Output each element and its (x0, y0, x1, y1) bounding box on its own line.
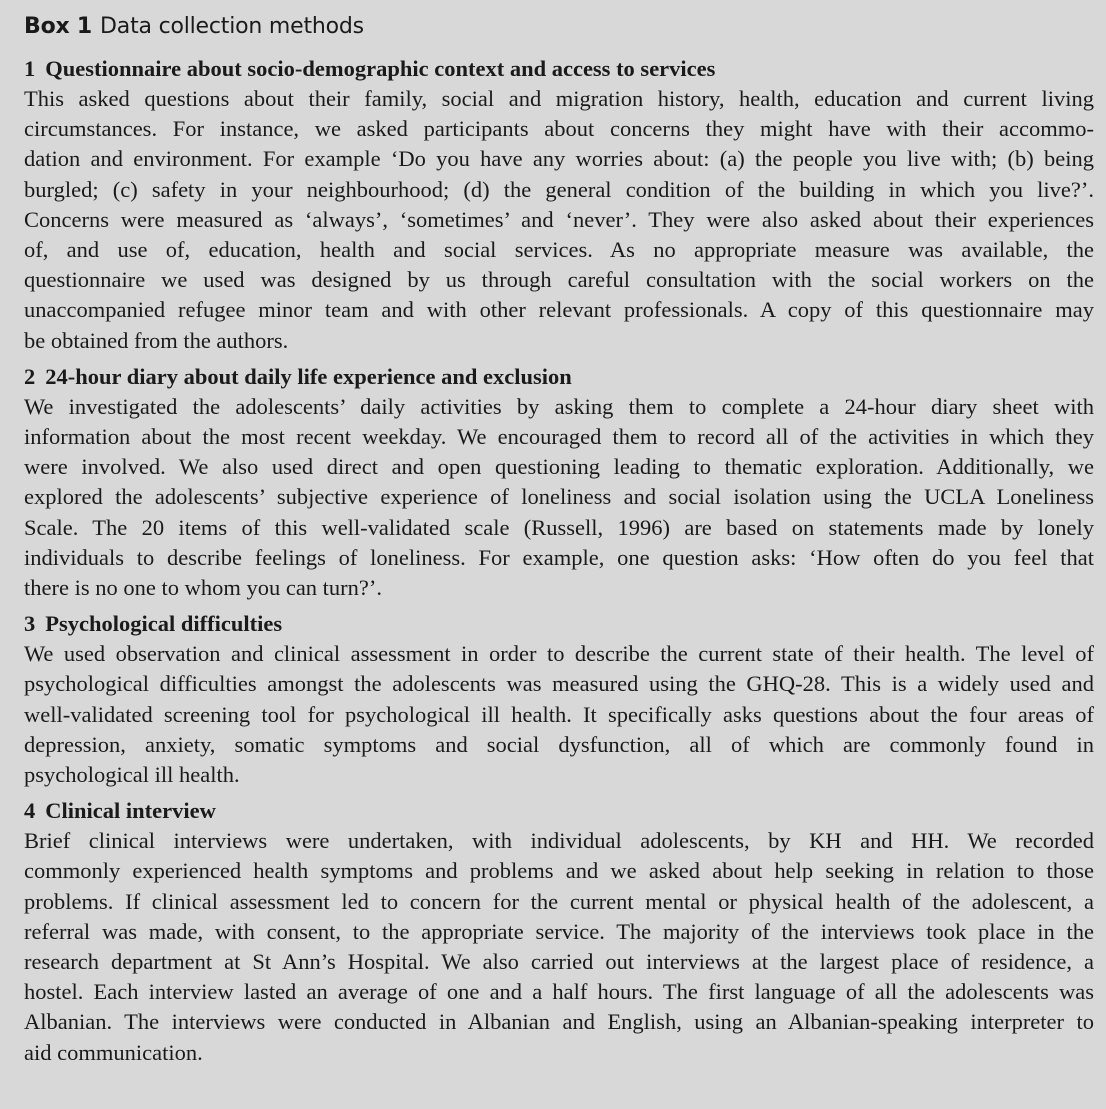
text-line: individuals to describe feelings of loneliness. For example, one question asks: ‘How often do you feel that (24, 544, 1094, 570)
text-line: research department at St Ann’s Hospital. We also carried out interviews at the largest place of residence, a (24, 949, 1094, 975)
text-line: Scale. The 20 items of this well-validated scale (Russell, 1996) are based on statements made by lonely (24, 514, 1094, 540)
text-line: problems. If clinical assessment led to concern for the current mental or physical health of the adolescent, a (24, 888, 1094, 914)
box-label: Box 1 (24, 14, 93, 39)
text-line: We used observation and clinical assessment in order to describe the current state of their health. The level of (24, 641, 1094, 667)
text-line: information about the most recent weekday. We encouraged them to record all of the activities in which they (24, 424, 1094, 450)
section-body (24, 826, 1094, 1068)
text-line: be obtained from the authors. (24, 327, 289, 353)
text-line: commonly experienced health symptoms and problems and we asked about help seeking in relation to those (24, 858, 1094, 884)
text-line: well-validated screening tool for psychological ill health. It specifically asks questions about the four areas of (24, 701, 1094, 727)
section-number: 3 (24, 611, 36, 637)
text-line: psychological ill health. (24, 762, 240, 788)
section-diary (24, 362, 1094, 603)
text-line: depression, anxiety, somatic symptoms and social dysfunction, all of which are commonly found in (24, 731, 1094, 757)
text-line: explored the adolescents’ subjective experience of loneliness and social isolation using the UCLA Loneliness (24, 484, 1094, 510)
section-heading (24, 796, 1094, 826)
section-body (24, 84, 1094, 356)
section-title: Psychological difficulties (45, 611, 283, 637)
text-line: were involved. We also used direct and open questioning leading to thematic exploration. Additionally, we (24, 454, 1094, 480)
text-line: unaccompanied refugee minor team and with other relevant professionals. A copy of this questionnaire may (24, 297, 1094, 323)
text-line: hostel. Each interview lasted an average of one and a half hours. The first language of all the adolescents was (24, 979, 1094, 1005)
section-title: Clinical interview (45, 798, 216, 824)
text-line: of, and use of, education, health and social services. As no appropriate measure was available, the (24, 237, 1094, 263)
text-line: We investigated the adolescents’ daily activities by asking them to complete a 24-hour diary sheet with (24, 393, 1094, 419)
section-heading (24, 362, 1094, 392)
section-questionnaire (24, 54, 1094, 356)
text-line: Brief clinical interviews were undertaken, with individual adolescents, by KH and HH. We recorded (24, 828, 1094, 854)
section-title: 24-hour diary about daily life experience and exclusion (45, 363, 572, 389)
box-title (24, 10, 1094, 44)
section-body (24, 392, 1094, 603)
section-number: 1 (24, 56, 36, 81)
section-heading (24, 609, 1094, 639)
text-line: burgled; (c) safety in your neighbourhood; (d) the general condition of the building in which you live?’. (24, 176, 1094, 202)
section-number: 4 (24, 798, 36, 824)
text-line: referral was made, with consent, to the appropriate service. The majority of the interviews took place in the (24, 918, 1094, 944)
box-title-text: Data collection methods (100, 14, 364, 39)
section-heading (24, 54, 1094, 84)
text-line: Concerns were measured as ‘always’, ‘sometimes’ and ‘never’. They were also asked about their experiences (24, 206, 1094, 232)
text-line: questionnaire we used was designed by us through careful consultation with the social workers on the (24, 267, 1094, 293)
section-clinical-interview (24, 796, 1094, 1068)
section-body (24, 639, 1094, 790)
text-line: This asked questions about their family, social and migration history, health, education and current living (24, 86, 1094, 111)
section-psychological (24, 609, 1094, 790)
text-line: circumstances. For instance, we asked participants about concerns they might have with their accommo- (24, 116, 1094, 142)
text-line: Albanian. The interviews were conducted in Albanian and English, using an Albanian-speaking interpreter to (24, 1009, 1094, 1035)
text-line: dation and environment. For example ‘Do you have any worries about: (a) the people you live with; (b) being (24, 146, 1094, 172)
section-title: Questionnaire about socio-demographic context and access to services (45, 56, 716, 81)
text-line: there is no one to whom you can turn?’. (24, 575, 383, 601)
text-line: psychological difficulties amongst the adolescents was measured using the GHQ-28. This is a widely used and (24, 671, 1094, 697)
text-line: aid communication. (24, 1039, 203, 1065)
section-number: 2 (24, 363, 36, 389)
